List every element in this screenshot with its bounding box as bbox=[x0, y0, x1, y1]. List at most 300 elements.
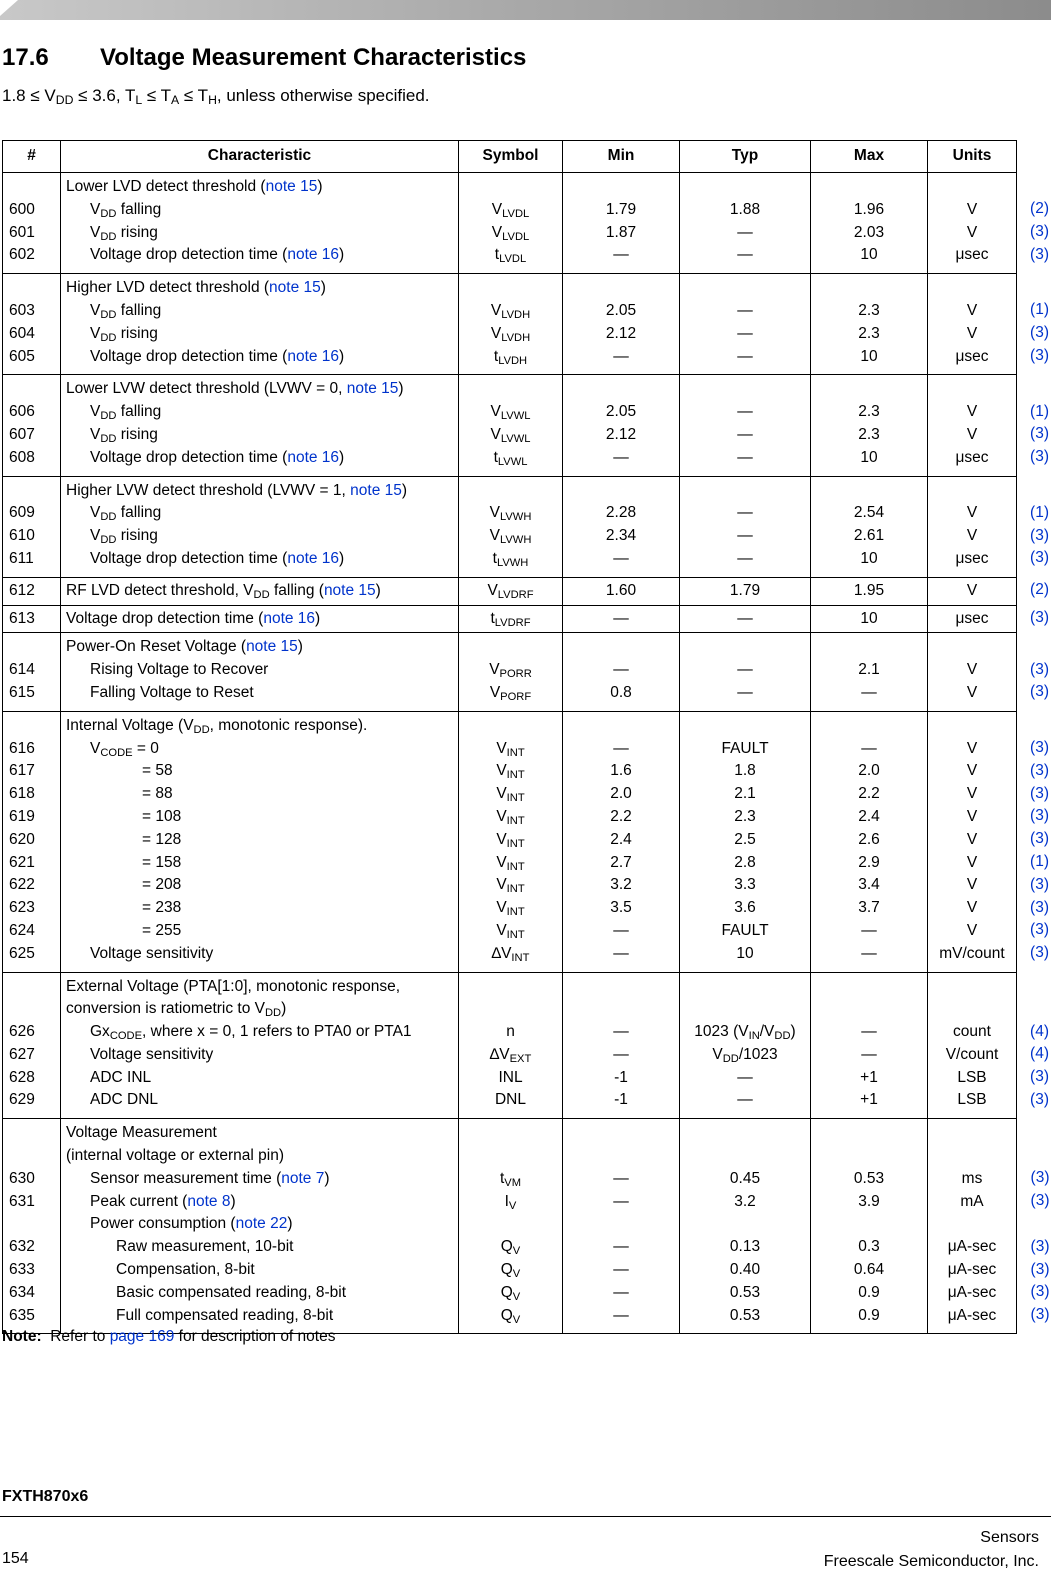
table-row bbox=[3, 577, 1051, 605]
cell-min bbox=[563, 577, 680, 605]
cell-number-line bbox=[9, 1145, 60, 1168]
cell-typ-line bbox=[680, 277, 810, 300]
cell-characteristic-line: $V_{DD}$ falling bbox=[90, 403, 162, 422]
cell-max-line: +1 bbox=[860, 1091, 878, 1109]
cell-units-line bbox=[928, 1213, 1016, 1236]
cell-units-line: V bbox=[966, 853, 978, 871]
cell-min-line: — bbox=[613, 1283, 629, 1301]
cell-characteristic-line: = 128 bbox=[142, 830, 182, 848]
cell-typ bbox=[680, 711, 811, 972]
cell-symbol-line: $I_V$ bbox=[504, 1192, 517, 1212]
note-page-link[interactable]: page 169 bbox=[109, 1328, 175, 1345]
cell-typ-line: — bbox=[737, 527, 753, 545]
cell-symbol-line: $V_{PORR}$ bbox=[489, 661, 532, 680]
cell-max-line: 10 bbox=[860, 448, 878, 466]
cell-max-line: 10 bbox=[860, 609, 878, 627]
cell-number-line: 615 bbox=[9, 683, 35, 701]
header-number: # bbox=[3, 141, 61, 173]
cell-typ-line: 3.3 bbox=[734, 876, 756, 894]
cell-characteristic-line: Voltage sensitivity bbox=[90, 1045, 214, 1063]
cell-min-line bbox=[563, 176, 679, 199]
cell-note-ref bbox=[1017, 711, 1051, 972]
cell-number-line bbox=[9, 976, 60, 999]
cell-symbol-line: $V_{LVWL}$ bbox=[490, 425, 531, 445]
cell-number-line bbox=[9, 277, 60, 300]
cell-number-line bbox=[9, 480, 60, 503]
cell-max-line: — bbox=[861, 683, 877, 701]
cell-characteristic-line: Higher LVD detect threshold (note 15) bbox=[66, 279, 326, 297]
cell-max-line: 10 bbox=[860, 549, 878, 567]
cell-units-line: μsec bbox=[955, 549, 989, 567]
cell-units-line bbox=[928, 1145, 1016, 1168]
cell-note-ref-line: (3) bbox=[1030, 784, 1049, 802]
cell-number-line: 629 bbox=[9, 1091, 35, 1109]
cell-note-ref-line: (3) bbox=[1030, 1306, 1050, 1324]
cell-number bbox=[3, 375, 61, 476]
cell-min-line bbox=[563, 636, 679, 659]
cell-typ-line: — bbox=[737, 347, 753, 365]
cell-min-line: 2.34 bbox=[605, 527, 637, 545]
cell-max-line bbox=[811, 1145, 927, 1168]
table-row bbox=[3, 173, 1051, 274]
cell-note-ref-line: (3) bbox=[1030, 1169, 1050, 1187]
cell-note-ref-line: (3) bbox=[1030, 1260, 1050, 1278]
cell-number-line: 604 bbox=[9, 324, 35, 342]
cell-number-line: 603 bbox=[9, 301, 35, 319]
cell-units-line: LSB bbox=[957, 1091, 987, 1109]
cell-typ-line: 1.8 bbox=[734, 762, 756, 780]
cell-units-line bbox=[928, 1122, 1016, 1145]
cell-min-line: 2.05 bbox=[605, 403, 637, 421]
cell-note-ref-line bbox=[1017, 636, 1049, 659]
cell-number-line: 623 bbox=[9, 899, 35, 917]
cell-units bbox=[928, 1119, 1017, 1334]
cell-min-line: 0.8 bbox=[610, 683, 632, 701]
cell-units-line: μA-sec bbox=[947, 1238, 997, 1256]
cell-max-line: 2.54 bbox=[853, 504, 885, 522]
cell-note-ref-line bbox=[1017, 277, 1049, 300]
cell-units-line: V bbox=[966, 223, 978, 241]
cell-max-line bbox=[811, 1213, 927, 1236]
cell-number-line: 600 bbox=[9, 200, 35, 218]
cell-symbol-line: $Q_V$ bbox=[500, 1238, 521, 1258]
cell-characteristic-line: External Voltage (PTA[1:0], monotonic response, bbox=[66, 977, 401, 995]
cell-min-line: — bbox=[613, 921, 629, 939]
cell-min-line: — bbox=[613, 1023, 629, 1041]
cell-symbol-line: $V_{INT}$ bbox=[496, 830, 525, 850]
cell-min-line: -1 bbox=[614, 1068, 628, 1086]
cell-note-ref-line bbox=[1017, 1213, 1050, 1236]
cell-characteristic-line: Peak current (note 8) bbox=[90, 1192, 236, 1210]
cell-max-line: 10 bbox=[860, 246, 878, 264]
cell-characteristic-line: $V_{DD}$ rising bbox=[90, 527, 158, 546]
cell-min-line: 2.12 bbox=[605, 425, 637, 443]
cell-typ-line bbox=[680, 976, 810, 999]
cell-symbol-line bbox=[459, 1213, 562, 1236]
cell-note-ref-line: (3) bbox=[1030, 683, 1049, 701]
cell-characteristic-line: Power-On Reset Voltage (note 15) bbox=[66, 638, 303, 656]
table-row bbox=[3, 375, 1051, 476]
cell-min-line: — bbox=[613, 1238, 629, 1256]
cell-note-ref-line: (3) bbox=[1030, 223, 1049, 241]
cell-units-line: V bbox=[966, 739, 978, 757]
cell-characteristic-line: = 108 bbox=[142, 807, 182, 825]
cell-symbol-line: $t_{LVWL}$ bbox=[493, 448, 528, 468]
cell-symbol-line bbox=[459, 480, 562, 503]
cell-min-line: 2.0 bbox=[610, 785, 632, 803]
cell-units bbox=[928, 476, 1017, 577]
cell-number-line bbox=[9, 378, 60, 401]
cell-typ bbox=[680, 274, 811, 375]
cell-units-line: V bbox=[966, 200, 978, 218]
cell-symbol bbox=[459, 476, 563, 577]
cell-typ-line: 2.3 bbox=[734, 807, 756, 825]
cell-number-line bbox=[9, 998, 60, 1021]
cell-symbol-line bbox=[459, 636, 562, 659]
footer-divider bbox=[0, 1516, 1051, 1517]
cell-max-line: 0.3 bbox=[858, 1238, 880, 1256]
cell-max-line: — bbox=[861, 944, 877, 962]
cell-min-line bbox=[563, 378, 679, 401]
cell-note-ref-line: (1) bbox=[1030, 853, 1049, 871]
cell-characteristic-line: $V_{DD}$ rising bbox=[90, 425, 158, 445]
cell-number-line: 634 bbox=[9, 1283, 35, 1301]
cell-min-line bbox=[563, 1122, 679, 1145]
cell-number-line: 609 bbox=[9, 504, 35, 522]
cell-max-line: 2.61 bbox=[853, 527, 885, 545]
cell-note-ref bbox=[1017, 633, 1051, 711]
cell-max-line bbox=[811, 976, 927, 999]
cell-min-line bbox=[563, 277, 679, 300]
cell-max bbox=[811, 375, 928, 476]
table-row bbox=[3, 605, 1051, 633]
cell-typ-line: 3.2 bbox=[734, 1192, 756, 1210]
cell-characteristic-line: = 255 bbox=[142, 921, 182, 939]
cell-max-line bbox=[811, 378, 927, 401]
cell-min-line: — bbox=[613, 739, 629, 757]
cell-min bbox=[563, 274, 680, 375]
cell-typ-line bbox=[680, 1145, 810, 1168]
cell-characteristic-line: $Gx_{CODE}$, where x = 0, 1 refers to PTA0 or PTA1 bbox=[90, 1023, 412, 1042]
cell-number-line: 618 bbox=[9, 785, 35, 803]
cell-number-line bbox=[9, 1122, 60, 1145]
cell-min bbox=[563, 711, 680, 972]
cell-number-line bbox=[9, 1213, 60, 1236]
cell-symbol-line: $Q_V$ bbox=[500, 1261, 521, 1280]
cell-max-line: 10 bbox=[860, 347, 878, 365]
cell-note-ref-line: (3) bbox=[1030, 739, 1049, 757]
cell-characteristic bbox=[61, 1119, 459, 1334]
cell-units-line: V bbox=[966, 425, 978, 443]
voltage-characteristics-table bbox=[2, 140, 1051, 1334]
cell-typ-line: 1023 $(V_{IN}/V_{DD})$ bbox=[694, 1023, 796, 1042]
cell-characteristic-line: ADC DNL bbox=[90, 1091, 159, 1109]
cell-note-ref-line: (3) bbox=[1030, 944, 1049, 962]
cell-units bbox=[928, 605, 1017, 633]
cell-symbol bbox=[459, 1119, 563, 1334]
header-max: Max bbox=[811, 141, 928, 173]
cell-max-line bbox=[811, 480, 927, 503]
cell-characteristic-line: Basic compensated reading, 8-bit bbox=[116, 1283, 347, 1301]
cell-typ-line: — bbox=[737, 1068, 753, 1086]
cell-typ-line: — bbox=[737, 609, 753, 627]
cell-number-line: 610 bbox=[9, 527, 35, 545]
table-body bbox=[3, 173, 1051, 1334]
section-title-text: Voltage Measurement Characteristics bbox=[100, 44, 527, 71]
cell-min-line: — bbox=[613, 347, 629, 365]
header-characteristic: Characteristic bbox=[61, 141, 459, 173]
cell-typ-line: 1.79 bbox=[729, 581, 761, 599]
cell-max-line bbox=[811, 636, 927, 659]
cell-max-line: 2.6 bbox=[858, 830, 880, 848]
cell-min bbox=[563, 633, 680, 711]
cell-typ-line: — bbox=[737, 549, 753, 567]
cell-number-line: 628 bbox=[9, 1068, 35, 1086]
table-row bbox=[3, 274, 1051, 375]
cell-characteristic-line: = 58 bbox=[142, 762, 173, 780]
cell-characteristic-line: Falling Voltage to Reset bbox=[90, 683, 254, 701]
cell-max bbox=[811, 605, 928, 633]
cell-symbol bbox=[459, 577, 563, 605]
cell-typ-line: — bbox=[737, 448, 753, 466]
cell-typ-line: 0.45 bbox=[729, 1169, 761, 1187]
cell-units-line: mA bbox=[960, 1192, 984, 1210]
table-header-row bbox=[3, 141, 1051, 173]
table-row bbox=[3, 972, 1051, 1119]
cell-note-ref-line bbox=[1017, 479, 1049, 502]
cell-max-line: 1.95 bbox=[853, 581, 885, 599]
cell-note-ref-line bbox=[1017, 975, 1049, 998]
cell-characteristic-line: Voltage drop detection time (note 16) bbox=[90, 246, 345, 264]
cell-max-line bbox=[811, 176, 927, 199]
cell-number-line: 605 bbox=[9, 347, 35, 365]
cell-max-line: — bbox=[861, 1023, 877, 1041]
footer-category: Sensors bbox=[980, 1529, 1039, 1546]
table-row bbox=[3, 711, 1051, 972]
cell-units-line: V bbox=[966, 527, 978, 545]
cell-max-line: 0.64 bbox=[853, 1261, 885, 1279]
cell-symbol-line bbox=[459, 976, 562, 999]
cell-max-line: 2.4 bbox=[858, 807, 880, 825]
cell-symbol-line: $V_{INT}$ bbox=[496, 876, 525, 896]
cell-note-ref-line: (3) bbox=[1030, 425, 1049, 443]
cell-number-line bbox=[9, 176, 60, 199]
cell-max-line bbox=[811, 998, 927, 1021]
cell-number-line: 620 bbox=[9, 830, 35, 848]
cell-typ-line: 3.6 bbox=[734, 899, 756, 917]
cell-max bbox=[811, 711, 928, 972]
cell-characteristic-line: Internal Voltage ($V_{DD}$, monotonic response). bbox=[66, 716, 368, 736]
cell-characteristic-line: $V_{DD}$ falling bbox=[90, 504, 162, 524]
cell-symbol-line: $V_{LVDL}$ bbox=[491, 223, 530, 243]
cell-number-line: 633 bbox=[9, 1261, 35, 1279]
cell-units-line: ms bbox=[961, 1169, 983, 1187]
cell-note-ref bbox=[1017, 577, 1051, 605]
cell-number-line: 631 bbox=[9, 1192, 35, 1210]
cell-typ-line: — bbox=[737, 1091, 753, 1109]
cell-units-line: μsec bbox=[955, 347, 989, 365]
cell-typ-line: — bbox=[737, 223, 753, 241]
cell-min-line: — bbox=[613, 661, 629, 679]
cell-min bbox=[563, 375, 680, 476]
cell-min bbox=[563, 173, 680, 274]
cell-typ-line bbox=[680, 1122, 810, 1145]
cell-units-line: V bbox=[966, 504, 978, 522]
cell-typ-line: — bbox=[737, 504, 753, 522]
cell-max bbox=[811, 577, 928, 605]
cell-min-line: — bbox=[613, 609, 629, 627]
cell-characteristic-line: Higher LVW detect threshold (LVWV = 1, note 15) bbox=[66, 481, 408, 499]
cell-min-line: 2.7 bbox=[610, 853, 632, 871]
header-typ: Typ bbox=[680, 141, 811, 173]
cell-units bbox=[928, 633, 1017, 711]
cell-note-ref-line: (1) bbox=[1030, 402, 1049, 420]
cell-note-ref-line: (3) bbox=[1030, 549, 1049, 567]
cell-units bbox=[928, 375, 1017, 476]
cell-typ-line bbox=[680, 176, 810, 199]
cell-units-line bbox=[928, 636, 1016, 659]
cell-number bbox=[3, 633, 61, 711]
cell-characteristic-line: Compensation, 8-bit bbox=[116, 1261, 255, 1279]
cell-typ bbox=[680, 476, 811, 577]
cell-max-line: 3.7 bbox=[858, 899, 880, 917]
cell-number-line: 616 bbox=[9, 739, 35, 757]
header-units: Units bbox=[928, 141, 1017, 173]
cell-min-line bbox=[563, 715, 679, 738]
cell-typ bbox=[680, 972, 811, 1119]
cell-note-ref-line bbox=[1017, 714, 1049, 737]
cell-units-line bbox=[928, 480, 1016, 503]
cell-typ bbox=[680, 605, 811, 633]
cell-symbol-line: $V_{PORF}$ bbox=[489, 683, 532, 703]
cell-min bbox=[563, 1119, 680, 1334]
cell-max-line: 0.53 bbox=[853, 1169, 885, 1187]
cell-symbol-line: $Q_V$ bbox=[500, 1283, 521, 1303]
cell-note-ref-line: (3) bbox=[1030, 830, 1049, 848]
cell-units-line bbox=[928, 976, 1016, 999]
cell-typ-line: 0.53 bbox=[729, 1306, 761, 1324]
cell-characteristic-line: Rising Voltage to Recover bbox=[90, 661, 269, 679]
cell-symbol-line: $V_{INT}$ bbox=[496, 899, 525, 918]
cell-symbol-line: $t_{LVWH}$ bbox=[492, 549, 529, 569]
cell-min-line: — bbox=[613, 1306, 629, 1324]
cell-characteristic-line: = 158 bbox=[142, 853, 182, 871]
cell-characteristic bbox=[61, 633, 459, 711]
cell-max-line bbox=[811, 1122, 927, 1145]
cell-symbol-line: $V_{LVDL}$ bbox=[491, 200, 530, 220]
cell-note-ref-line: (3) bbox=[1030, 660, 1049, 678]
cell-number bbox=[3, 972, 61, 1119]
cell-note-ref-line bbox=[1017, 378, 1049, 401]
cell-symbol bbox=[459, 633, 563, 711]
cell-units-line: μsec bbox=[955, 609, 989, 627]
cell-max-line: 2.9 bbox=[858, 853, 880, 871]
cell-typ bbox=[680, 633, 811, 711]
cell-symbol-line bbox=[459, 1122, 562, 1145]
cell-typ-line: — bbox=[737, 324, 753, 342]
cell-units-line: V bbox=[966, 683, 978, 701]
cell-units-line: μsec bbox=[955, 448, 989, 466]
cell-min-line: — bbox=[613, 1169, 629, 1187]
cell-units-line: V bbox=[966, 403, 978, 421]
cell-typ-line: 2.5 bbox=[734, 830, 756, 848]
cell-number-line bbox=[9, 636, 60, 659]
cell-units-line bbox=[928, 176, 1016, 199]
cell-typ-line: 0.40 bbox=[729, 1261, 761, 1279]
cell-typ-line: FAULT bbox=[721, 921, 769, 939]
cell-number-line: 602 bbox=[9, 246, 35, 264]
cell-note-ref-line: (3) bbox=[1030, 324, 1049, 342]
cell-typ-line bbox=[680, 480, 810, 503]
footer-company: Freescale Semiconductor, Inc. bbox=[823, 1553, 1039, 1570]
cell-note-ref-line: (3) bbox=[1030, 875, 1049, 893]
cell-units bbox=[928, 173, 1017, 274]
cell-typ-line: $V_{DD}/1023$ bbox=[712, 1045, 778, 1065]
cell-typ-line: — bbox=[737, 425, 753, 443]
cell-typ bbox=[680, 375, 811, 476]
cell-max-line: 2.1 bbox=[858, 661, 880, 679]
cell-typ bbox=[680, 173, 811, 274]
cell-characteristic-line: = 88 bbox=[142, 785, 173, 803]
cell-min-line bbox=[563, 480, 679, 503]
cell-number bbox=[3, 711, 61, 972]
cell-max bbox=[811, 972, 928, 1119]
cell-units-line: V bbox=[966, 301, 978, 319]
cell-characteristic bbox=[61, 375, 459, 476]
cell-units-line: V bbox=[966, 830, 978, 848]
cell-note-ref-line: (3) bbox=[1030, 526, 1049, 544]
cell-number bbox=[3, 476, 61, 577]
cell-note-ref-line: (2) bbox=[1030, 581, 1049, 599]
cell-min-line bbox=[563, 1145, 679, 1168]
cell-max bbox=[811, 476, 928, 577]
cell-units-line: μsec bbox=[955, 246, 989, 264]
cell-characteristic-line: Lower LVD detect threshold (note 15) bbox=[66, 178, 323, 195]
cell-characteristic-line: Voltage drop detection time (note 16) bbox=[90, 549, 345, 567]
cell-min-line: — bbox=[613, 448, 629, 466]
cell-characteristic-line: Full compensated reading, 8-bit bbox=[116, 1306, 334, 1324]
cell-note-ref-line: (3) bbox=[1030, 898, 1049, 916]
cell-symbol-line: $V_{INT}$ bbox=[496, 921, 525, 941]
cell-note-ref-line: (2) bbox=[1030, 200, 1049, 218]
cell-characteristic-line: $V_{DD}$ falling bbox=[90, 200, 162, 220]
cell-characteristic bbox=[61, 711, 459, 972]
cell-min-line bbox=[563, 1213, 679, 1236]
footer-page-number: 154 bbox=[2, 1550, 29, 1567]
cell-typ bbox=[680, 1119, 811, 1334]
cell-units-line: V bbox=[966, 762, 978, 780]
cell-symbol-line: $\Delta V_{EXT}$ bbox=[489, 1045, 532, 1065]
cell-number-line: 632 bbox=[9, 1238, 35, 1256]
cell-min-line: 3.2 bbox=[610, 876, 632, 894]
note-text-after: for description of notes bbox=[178, 1328, 336, 1345]
cell-min-line: 1.60 bbox=[605, 581, 637, 599]
cell-number-line: 613 bbox=[9, 609, 35, 627]
cell-symbol-line: $V_{LVWH}$ bbox=[489, 527, 532, 546]
cell-number bbox=[3, 605, 61, 633]
cell-max-line: +1 bbox=[860, 1068, 878, 1086]
cell-symbol-line bbox=[459, 1145, 562, 1168]
cell-number bbox=[3, 577, 61, 605]
cell-note-ref-line: (3) bbox=[1030, 448, 1049, 466]
cell-characteristic-line: $V_{CODE} = 0$ bbox=[90, 739, 159, 759]
cell-typ-line: 0.53 bbox=[729, 1283, 761, 1301]
cell-min-line: 2.2 bbox=[610, 807, 632, 825]
cell-symbol bbox=[459, 711, 563, 972]
cell-characteristic-line: $V_{DD}$ rising bbox=[90, 223, 158, 243]
cell-typ-line: 2.1 bbox=[734, 785, 756, 803]
cell-units-line: V/count bbox=[945, 1045, 999, 1063]
